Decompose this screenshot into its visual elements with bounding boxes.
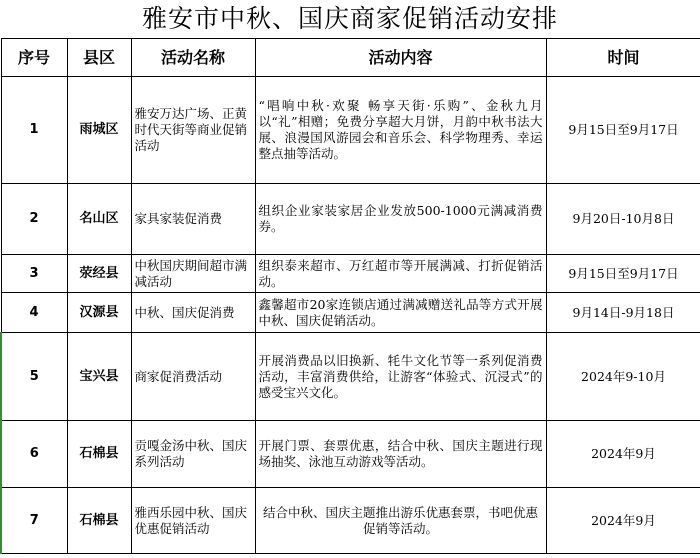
header-name: 活动名称 (131, 39, 255, 77)
row-index: 4 (1, 293, 67, 333)
row-county: 石棉县 (67, 488, 131, 554)
row-content: 鑫馨超市20家连锁店通过满减赠送礼品等方式开展中秋、国庆促销活动。 (255, 293, 546, 333)
table-row (1, 488, 700, 554)
row-time: 2024年9月 (546, 421, 700, 488)
header-index: 序号 (1, 39, 67, 77)
row-county: 汉源县 (67, 293, 131, 333)
row-name: 贡嘎金汤中秋、国庆系列活动 (131, 421, 255, 488)
row-content: 组织泰来超市、万红超市等开展满减、打折促销活动。 (255, 255, 546, 293)
row-time: 2024年9月 (546, 488, 700, 554)
row-county: 雨城区 (67, 77, 131, 184)
row-time: 2024年9-10月 (546, 333, 700, 421)
row-county: 名山区 (67, 184, 131, 255)
row-content: “唱响中秋·欢聚 畅享天街·乐购”、金秋九月以“礼”相赠；免费分享超大月饼，月韵中秋书法大展、浪漫国风游园会和音乐会、科学物理秀、幸运整点抽等活动。 (255, 77, 546, 184)
row-name: 商家促消费活动 (131, 333, 255, 421)
row-content: 开展门票、套票优惠，结合中秋、国庆主题进行现场抽奖、泳池互动游戏等活动。 (255, 421, 546, 488)
row-time: 9月15日至9月17日 (546, 77, 700, 184)
row-county: 宝兴县 (67, 333, 131, 421)
header-county: 县区 (67, 39, 131, 77)
header-content: 活动内容 (255, 39, 546, 77)
row-index: 3 (1, 255, 67, 293)
row-name: 中秋国庆期间超市满减活动 (131, 255, 255, 293)
row-county: 荥经县 (67, 255, 131, 293)
row-time: 9月15日至9月17日 (546, 255, 700, 293)
row-name: 家具家装促消费 (131, 184, 255, 255)
row-content: 结合中秋、国庆主题推出游乐优惠套票，书吧优惠促销等活动。 (255, 488, 546, 554)
row-content: 开展消费品以旧换新、牦牛文化节等一系列促消费活动，丰富消费供给，让游客“体验式、沉浸式”的感受宝兴文化。 (255, 333, 546, 421)
row-index: 6 (1, 421, 67, 488)
table-row (1, 421, 700, 488)
row-name: 中秋、国庆促消费 (131, 293, 255, 333)
row-index: 5 (1, 333, 67, 421)
page-title: 雅安市中秋、国庆商家促销活动安排 (141, 4, 558, 33)
activity-table (0, 38, 700, 554)
row-name: 雅西乐园中秋、国庆优惠促销活动 (131, 488, 255, 554)
row-index: 7 (1, 488, 67, 554)
table-row (1, 333, 700, 421)
table-row (1, 293, 700, 333)
row-index: 1 (1, 77, 67, 184)
table-row (1, 77, 700, 184)
row-content: 组织企业家装家居企业发放500-1000元满减消费券。 (255, 184, 546, 255)
row-time: 9月14日-9月18日 (546, 293, 700, 333)
header-row (1, 39, 700, 77)
row-name: 雅安万达广场、正黄时代天街等商业促销活动 (131, 77, 255, 184)
row-index: 2 (1, 184, 67, 255)
header-time: 时间 (546, 39, 700, 77)
row-time: 9月20日-10月8日 (546, 184, 700, 255)
table-row (1, 184, 700, 255)
table-row (1, 255, 700, 293)
row-county: 石棉县 (67, 421, 131, 488)
